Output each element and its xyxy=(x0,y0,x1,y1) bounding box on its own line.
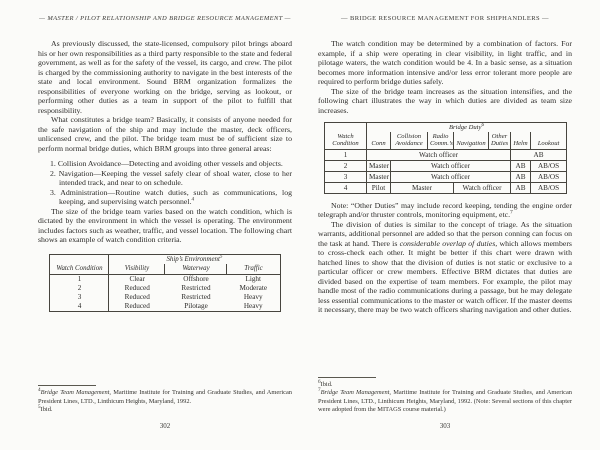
cell-traffic: Moderate xyxy=(239,284,268,293)
footnote-text: Ibid. xyxy=(40,405,53,413)
col-header-watch-condition: Watch Condition xyxy=(50,264,109,274)
footnote-marker: 7 xyxy=(318,387,321,394)
table-row xyxy=(325,160,567,171)
paragraph-team-size: The size of the bridge team varies based on the watch condition, which is dictated by the environment in which the vessel is operating. The environment includes factors such as weather, traffic, and vessel location. The following chart shows an example of watch condition criteria. xyxy=(38,206,292,244)
cell-conn: Pilot xyxy=(367,182,391,193)
col-header-traffic: Traffic xyxy=(227,264,280,274)
footnotes-right xyxy=(318,377,572,414)
col-header-helm: Helm xyxy=(511,132,531,149)
cell-conn: Master xyxy=(367,171,391,182)
right-page xyxy=(318,0,572,450)
col-header-waterway: Waterway xyxy=(165,264,227,274)
footnote-ref-5: 5 xyxy=(219,254,223,260)
footnote-5 xyxy=(38,403,292,414)
footnote-ref-6: 6 xyxy=(481,122,485,128)
cell-lookout: AB/OS xyxy=(531,182,567,193)
footnote-text: , Maritime Institute for Training and Graduate Studies, and American President Lines, LTD., Linthicum Heights, Maryland, 1992. (Note: Several sections of this chapter were adopted from the MITAGS course material.) xyxy=(318,389,572,413)
header-text: Bridge Duty xyxy=(449,124,482,131)
footnote-text: Ibid. xyxy=(320,381,333,389)
table-row xyxy=(50,293,280,302)
list-text: Collision Avoidance—Detecting and avoiding other vessels and objects. xyxy=(57,159,283,168)
running-head-left: — MASTER / PILOT RELATIONSHIP AND BRIDGE RESOURCE MANAGEMENT — xyxy=(39,15,291,22)
col-header-watch-condition: Watch Condition xyxy=(325,132,367,149)
col-header-radio-comms: Radio Comm.’s xyxy=(428,132,454,149)
paragraph-watch-condition-factors: The watch condition may be determined by a combination of factors. For example, if a ship were operating in clear visibility, in light traffic, and in pilotage waters, the watch condition would be 4. In a basic sense, as a situation becomes more information intensive and/or less error tolerant more people are required to perform bridge duties safely. xyxy=(318,39,572,86)
cell-duty: Watch officer xyxy=(391,160,511,171)
col-header-navigation: Navigation xyxy=(454,132,489,149)
cell-waterway: Pilotage xyxy=(184,302,208,311)
bridge-duty-table xyxy=(324,122,567,194)
col-header-visibility: Visibility xyxy=(109,264,165,274)
paragraph-note-other-duties xyxy=(318,201,572,220)
empty-header-cell xyxy=(325,123,367,133)
bridge-duties-list xyxy=(38,159,292,207)
cell-visibility: Reduced xyxy=(124,293,150,302)
footnote-4 xyxy=(38,389,292,405)
left-page xyxy=(38,0,292,450)
header-text: Ship’s Environment xyxy=(166,255,220,263)
division-italic: considerable overlap of duties xyxy=(399,238,496,248)
list-number: 3. xyxy=(50,187,56,197)
table-row xyxy=(50,284,280,293)
cell-watch-condition: 1 xyxy=(325,149,367,160)
cell-waterway: Restricted xyxy=(181,284,211,293)
paragraph-division-of-duties xyxy=(318,220,572,315)
empty-header-cell xyxy=(50,254,109,264)
cell-visibility: Reduced xyxy=(124,284,150,293)
col-header-lookout: Lookout xyxy=(531,132,567,149)
footnote-ref-7: 7 xyxy=(510,209,513,216)
list-item-administration xyxy=(50,188,292,207)
paragraph-pilot-responsibility: As previously discussed, the state-licensed, compulsory pilot brings aboard his or her own responsibilities as a third party responsible to the state and federal government, as well as for the safety of the vessel, its cargo, and crew. The pilot is charged by the commissioning authority to navigate in the best interests of the state and local environment. Sound BRM organization formalizes the responsibilities of everyone working on the bridge, serving as lookout, or performing other duties as a team in support of the pilot to fulfill that responsibility. xyxy=(38,39,292,115)
note-text: Note: “Other Duties” may include record keeping, tending the engine order telegraph and/or thruster controls, monitoring equipment, etc. xyxy=(318,200,572,220)
footnote-title: Bridge Team Management xyxy=(320,389,390,397)
paragraph-team-increases: The size of the bridge team increases as the situation intensifies, and the following chart illustrates the way in which duties are divided as team size increases. xyxy=(318,86,572,115)
cell-helm-lookout: AB xyxy=(511,149,567,160)
list-text: Administration—Routine watch duties, such as communications, log keeping, and supervising watch personnel. xyxy=(59,187,292,206)
list-text: Navigation—Keeping the vessel safely clear of shoal water, close to her intended track, and near to on schedule. xyxy=(58,168,292,187)
ships-environment-header xyxy=(109,254,280,264)
list-number: 1. xyxy=(50,159,56,168)
cell-watch-condition: 2 xyxy=(325,160,367,171)
cell-traffic: Heavy xyxy=(243,293,263,302)
table-row xyxy=(325,149,567,160)
cell-watch-condition: 3 xyxy=(50,293,109,302)
footnote-ref-4: 4 xyxy=(191,196,195,203)
footnote-separator xyxy=(38,385,96,386)
list-number: 2. xyxy=(50,168,56,178)
watch-condition-table xyxy=(49,254,280,312)
cell-duty: Watch officer xyxy=(419,150,458,159)
cell-waterway: Offshore xyxy=(183,275,209,284)
right-body xyxy=(318,39,572,115)
paragraph-bridge-team: What constitutes a bridge team? Basically, it consists of anyone needed for the safe navigation of the ship and may include the master, deck officers, unlicensed crew, and the pilot. The bridge team must be of sufficient size to perform normal bridge duties, which BRM groups into three general areas: xyxy=(38,115,292,153)
list-item-collision-avoidance xyxy=(50,159,292,169)
cell-watch-condition: 4 xyxy=(325,182,367,193)
table-row xyxy=(325,182,567,193)
cell-helm: AB xyxy=(511,160,531,171)
footnote-marker: 4 xyxy=(38,387,41,394)
footnote-text: , Maritime Institute for Training and Graduate Studies, and American President Lines, LTD., Linthicum Heights, Maryland, 1992. xyxy=(38,389,292,405)
bridge-duty-header xyxy=(367,123,567,133)
footnote-title: Bridge Team Management xyxy=(40,389,110,397)
cell-watch-condition: 1 xyxy=(50,274,109,284)
cell-watch-condition: 4 xyxy=(50,302,109,312)
footnote-7 xyxy=(318,389,572,414)
col-header-conn: Conn xyxy=(367,132,391,149)
cell-watch-condition: 3 xyxy=(325,171,367,182)
list-item-navigation xyxy=(50,169,292,188)
cell-conn: Master xyxy=(367,160,391,171)
table-row xyxy=(50,274,280,284)
cell-waterway: Restricted xyxy=(181,293,211,302)
cell-visibility: Clear xyxy=(129,275,146,284)
footnote-marker: 5 xyxy=(38,403,41,410)
cell-helm: AB xyxy=(511,171,531,182)
cell-watch-condition: 2 xyxy=(50,284,109,293)
division-pre: The division of duties is similar to the concept of triage. As the situation warrants, additional personnel are added so that the person conning can focus on the task at hand. There is xyxy=(318,219,572,248)
cell-lookout: AB/OS xyxy=(531,160,567,171)
cell-duty: Watch officer xyxy=(391,171,511,182)
left-body xyxy=(38,39,292,245)
cell-traffic: Light xyxy=(245,275,262,284)
running-head-right: — BRIDGE RESOURCE MANAGEMENT FOR SHIPHANDLERS — xyxy=(341,15,549,22)
cell-helm: AB xyxy=(511,182,531,193)
cell-lookout: AB/OS xyxy=(531,171,567,182)
right-body-lower xyxy=(318,201,572,315)
page-number-left: 302 xyxy=(159,422,171,430)
division-post: , which allows members to cross-check each other. It might be better if this chart were drawn with hatched lines to show that the division of duties is not static or exclusive to a particular officer or crew members. Effective BRM dictates that duties are divided based on the expertise of team members. For example, the pilot may handle most of the radio communications during a passage, but he may delegate less essential communications to the master or watch officer. If the master deems it necessary, there may be two watch officers sharing navigation and other duties. xyxy=(318,238,572,315)
table-row xyxy=(325,171,567,182)
footnote-separator xyxy=(318,377,376,378)
page-number-right: 303 xyxy=(439,422,451,430)
col-header-collision-avoidance: Collision Avoidance xyxy=(391,132,428,149)
cell-navigation-other: Watch officer xyxy=(454,182,511,193)
cell-visibility: Reduced xyxy=(124,302,150,311)
footnote-marker: 6 xyxy=(318,379,321,386)
cell-collision-radio: Master xyxy=(391,182,454,193)
col-header-other-duties: Other Duties xyxy=(489,132,511,149)
cell-traffic: Heavy xyxy=(243,302,263,311)
footnotes-left xyxy=(38,385,292,414)
table-row xyxy=(50,302,280,312)
